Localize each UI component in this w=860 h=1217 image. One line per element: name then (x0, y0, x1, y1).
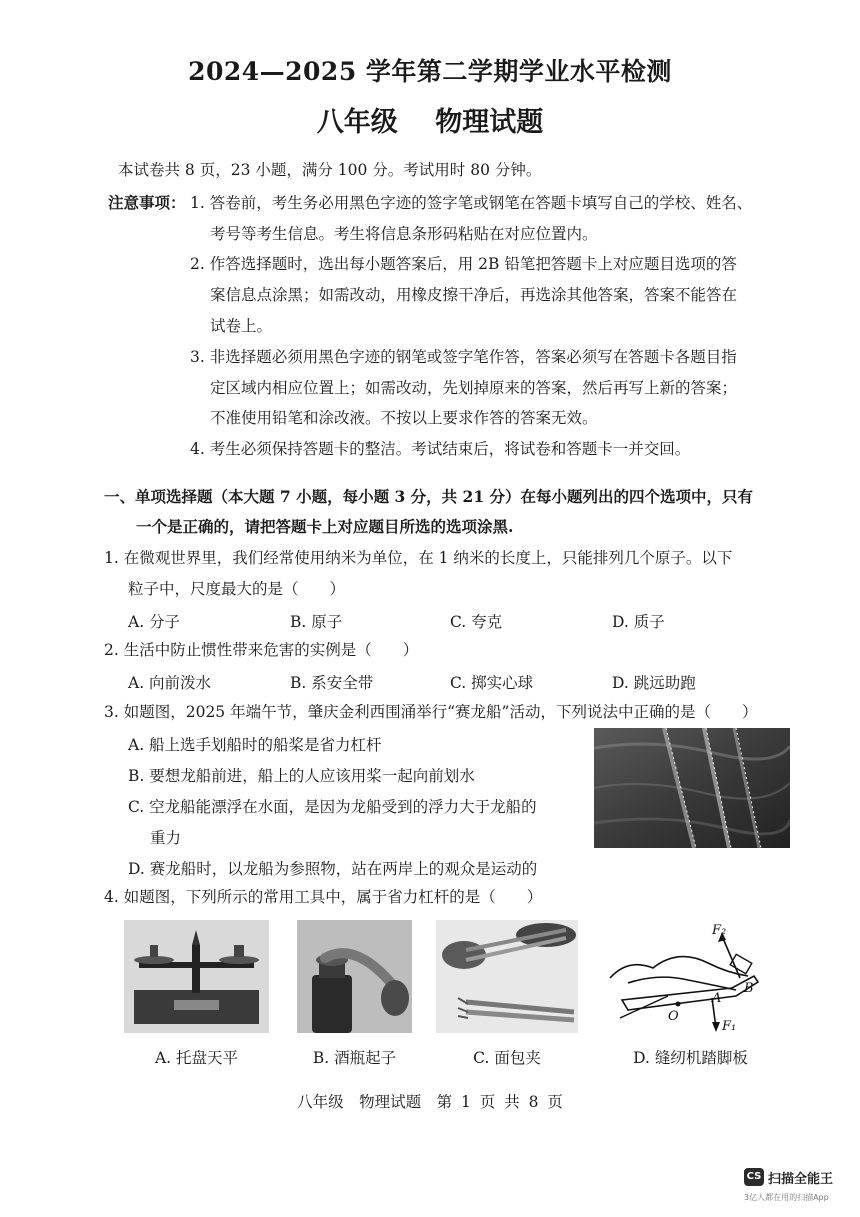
q1-option-d: D. 质子 (612, 613, 665, 631)
q4-option-c: C. 面包夹 (473, 1049, 541, 1067)
exam-intro: 本试卷共 8 页，23 小题，满分 100 分。考试用时 80 分钟。 (118, 161, 542, 179)
q3-option-d: D. 赛龙船时，以龙船为参照物，站在两岸上的观众是运动的 (128, 860, 538, 878)
notes-label: 注意事项： (108, 193, 186, 212)
note-3-line-1: 3. 非选择题必须用黑色字迹的钢笔或签字笔作答，答案必须写在答题卡各题目指 (190, 348, 737, 366)
camscanner-name: 扫描全能王 (768, 1172, 834, 1187)
sewing-pedal-diagram (608, 918, 768, 1036)
pan-balance-photo (124, 920, 269, 1033)
q3-option-a: A. 船上选手划船时的船桨是省力杠杆 (128, 736, 382, 754)
q3-option-c-line-2: 重力 (150, 829, 182, 847)
q2-stem: 2. 生活中防止惯性带来危害的实例是（ ） (104, 641, 419, 659)
bread-tongs-photo (436, 920, 578, 1033)
q1-option-a: A. 分子 (128, 613, 181, 631)
section-1-heading-line-2: 一个是正确的，请把答题卡上对应题目所选的选项涂黑. (136, 517, 514, 536)
camscanner-tagline: 3亿人都在用的扫描App (744, 1193, 829, 1202)
q2-option-c: C. 掷实心球 (450, 674, 534, 692)
camscanner-logo: CS (744, 1168, 764, 1186)
q2-option-a: A. 向前泼水 (128, 674, 212, 692)
label-a: A (712, 991, 722, 1006)
note-1-line-1: 1. 答卷前，考生务必用黑色字迹的签字笔或钢笔在答题卡填写自己的学校、姓名、 (190, 194, 753, 212)
note-2-line-1: 2. 作答选择题时，选出每小题答案后，用 2B 铅笔把答题卡上对应题目选项的答 (190, 255, 737, 273)
exam-title: 2024—2025 学年第二学期学业水平检测 (188, 57, 672, 86)
q4-option-b: B. 酒瓶起子 (312, 1049, 397, 1067)
subject-label: 物理试题 (435, 107, 544, 138)
q1-option-b: B. 原子 (290, 613, 343, 631)
label-o: O (668, 1009, 679, 1024)
q3-option-c-line-1: C. 空龙船能漂浮在水面，是因为龙船受到的浮力大于龙船的 (128, 798, 537, 816)
q4-stem: 4. 如题图，下列所示的常用工具中，属于省力杠杆的是（ ） (104, 888, 543, 906)
note-2-line-3: 试卷上。 (210, 317, 273, 335)
q1-stem-line-2: 粒子中，尺度最大的是（ ） (128, 580, 346, 598)
q4-option-d: D. 缝纫机踏脚板 (633, 1049, 748, 1067)
page-footer: 八年级 物理试题 第 1 页 共 8 页 (297, 1093, 563, 1111)
note-3-line-2: 定区域内相应位置上；如需改动，先划掉原来的答案，然后再写上新的答案； (210, 379, 738, 397)
q1-stem-line-1: 1. 在微观世界里，我们经常使用纳米为单位，在 1 纳米的长度上，只能排列几个原子。以下 (104, 549, 733, 567)
q3-stem: 3. 如题图，2025 年端午节，肇庆金利西围涌举行“赛龙船”活动，下列说法中正确的是（ ） (104, 703, 758, 721)
note-3-line-3: 不准使用铅笔和涂改液。不按以上要求作答的答案无效。 (210, 409, 598, 427)
q3-option-b: B. 要想龙船前进，船上的人应该用桨一起向前划水 (128, 767, 475, 785)
note-4-line-1: 4. 考生必须保持答题卡的整洁。考试结束后，将试卷和答题卡一并交回。 (190, 440, 691, 458)
q2-option-b: B. 系安全带 (290, 674, 374, 692)
dragon-boat-photo (594, 728, 790, 848)
label-b: B (744, 981, 754, 996)
bottle-opener-photo (297, 920, 412, 1033)
note-2-line-2: 案信息点涂黑；如需改动，用橡皮擦干净后，再选涂其他答案，答案不能答在 (210, 286, 738, 304)
exam-subtitle (0, 100, 860, 139)
label-f2: F₂ (712, 923, 727, 938)
grade-label: 八年级 (316, 107, 398, 138)
section-1-heading-line-1: 一、单项选择题（本大题 7 小题，每小题 3 分，共 21 分）在每小题列出的四个选项中，只有 (104, 487, 754, 506)
q4-option-a: A. 托盘天平 (154, 1049, 239, 1067)
note-1-line-2: 考号等考生信息。考生将信息条形码粘贴在对应位置内。 (210, 225, 598, 243)
label-f1: F₁ (722, 1019, 737, 1034)
q2-option-d: D. 跳远助跑 (612, 674, 696, 692)
q1-option-c: C. 夸克 (450, 613, 503, 631)
